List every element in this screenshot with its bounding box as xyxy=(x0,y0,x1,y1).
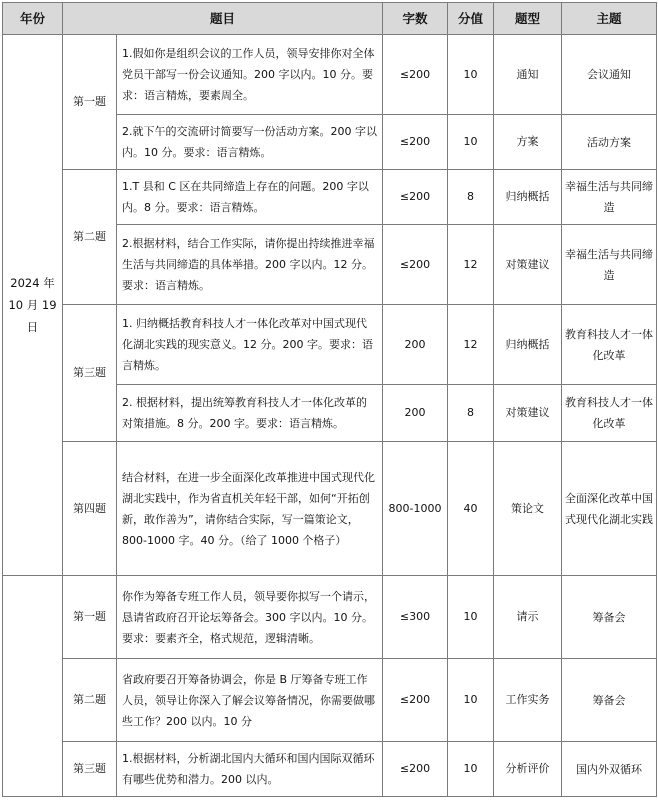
theme: 筹备会 xyxy=(562,659,657,742)
header-word-count: 字数 xyxy=(383,3,448,35)
header-score: 分值 xyxy=(448,3,494,35)
table-row xyxy=(3,576,657,659)
question-text: 结合材料，在进一步全面深化改革推进中国式现代化湖北实践中，作为省直机关年轻干部，如何“开拓创新，敢作善为”，请你结合实际，写一篇策论文，800-1000 字。40 分。（给了 1000 个格子） xyxy=(117,442,383,576)
topic-label: 第二题 xyxy=(63,170,117,305)
score: 12 xyxy=(448,305,494,385)
topic-label: 第四题 xyxy=(63,442,117,576)
question-text: 你作为筹备专班工作人员，领导要你拟写一个请示，恳请省政府召开论坛筹备会。300 字以内。10 分。要求：要素齐全，格式规范，逻辑清晰。 xyxy=(117,576,383,659)
table-row xyxy=(3,659,657,742)
theme: 幸福生活与共同缔造 xyxy=(562,170,657,225)
word-count: ≤200 xyxy=(383,170,448,225)
question-text: 1.T 县和 C 区在共同缔造上存在的问题。200 字以内。8 分。要求：语言精炼。 xyxy=(117,170,383,225)
table-row xyxy=(3,35,657,115)
table-row xyxy=(3,442,657,576)
question-type: 对策建议 xyxy=(494,225,562,305)
word-count: 200 xyxy=(383,385,448,442)
header-question: 题目 xyxy=(63,3,383,35)
exam-table xyxy=(2,2,657,797)
theme: 筹备会 xyxy=(562,576,657,659)
word-count: ≤200 xyxy=(383,35,448,115)
question-text: 2.就下午的交流研讨简要写一份活动方案。200 字以内。10 分。要求：语言精炼。 xyxy=(117,115,383,170)
theme: 全面深化改革中国式现代化湖北实践 xyxy=(562,442,657,576)
score: 8 xyxy=(448,170,494,225)
question-text: 省政府要召开筹备协调会，你是 B 厅筹备专班工作人员，领导让你深入了解会议筹备情况，你需要做哪些工作？200 以内。10 分 xyxy=(117,659,383,742)
score: 8 xyxy=(448,385,494,442)
table-row xyxy=(3,305,657,385)
word-count: 800-1000 xyxy=(383,442,448,576)
score: 12 xyxy=(448,225,494,305)
question-text: 2.根据材料，结合工作实际，请你提出持续推进幸福生活与共同缔造的具体举措。200 字以内。12 分。要求：语言精炼。 xyxy=(117,225,383,305)
question-type: 方案 xyxy=(494,115,562,170)
score: 40 xyxy=(448,442,494,576)
question-type: 归纳概括 xyxy=(494,305,562,385)
topic-label: 第三题 xyxy=(63,742,117,797)
question-type: 对策建议 xyxy=(494,385,562,442)
header-row xyxy=(3,3,657,35)
word-count: ≤200 xyxy=(383,742,448,797)
score: 10 xyxy=(448,742,494,797)
score: 10 xyxy=(448,659,494,742)
theme: 活动方案 xyxy=(562,115,657,170)
topic-label: 第一题 xyxy=(63,576,117,659)
theme: 教育科技人才一体化改革 xyxy=(562,305,657,385)
topic-label: 第三题 xyxy=(63,305,117,442)
question-type: 分析评价 xyxy=(494,742,562,797)
header-year: 年份 xyxy=(3,3,63,35)
question-type: 归纳概括 xyxy=(494,170,562,225)
topic-label: 第一题 xyxy=(63,35,117,170)
year-cell xyxy=(3,576,63,797)
score: 10 xyxy=(448,576,494,659)
theme: 幸福生活与共同缔造 xyxy=(562,225,657,305)
question-type: 策论文 xyxy=(494,442,562,576)
question-type: 通知 xyxy=(494,35,562,115)
year-cell: 2024 年 10 月 19 日 xyxy=(3,35,63,576)
question-text: 1.假如你是组织会议的工作人员，领导安排你对全体党员干部写一份会议通知。200 字以内。10 分。要求：语言精炼，要素周全。 xyxy=(117,35,383,115)
theme: 教育科技人才一体化改革 xyxy=(562,385,657,442)
table-row xyxy=(3,170,657,225)
theme: 国内外双循环 xyxy=(562,742,657,797)
header-question-type: 题型 xyxy=(494,3,562,35)
word-count: 200 xyxy=(383,305,448,385)
header-theme: 主题 xyxy=(562,3,657,35)
score: 10 xyxy=(448,115,494,170)
word-count: ≤300 xyxy=(383,576,448,659)
question-type: 工作实务 xyxy=(494,659,562,742)
score: 10 xyxy=(448,35,494,115)
table-row xyxy=(3,742,657,797)
theme: 会议通知 xyxy=(562,35,657,115)
question-text: 1.根据材料，分析湖北国内大循环和国内国际双循环有哪些优势和潜力。200 以内。 xyxy=(117,742,383,797)
topic-label: 第二题 xyxy=(63,659,117,742)
word-count: ≤200 xyxy=(383,659,448,742)
question-text: 1. 归纳概括教育科技人才一体化改革对中国式现代化湖北实践的现实意义。12 分。200 字。要求：语言精炼。 xyxy=(117,305,383,385)
question-type: 请示 xyxy=(494,576,562,659)
word-count: ≤200 xyxy=(383,225,448,305)
word-count: ≤200 xyxy=(383,115,448,170)
question-text: 2. 根据材料，提出统筹教育科技人才一体化改革的对策措施。8 分。200 字。要求：语言精炼。 xyxy=(117,385,383,442)
